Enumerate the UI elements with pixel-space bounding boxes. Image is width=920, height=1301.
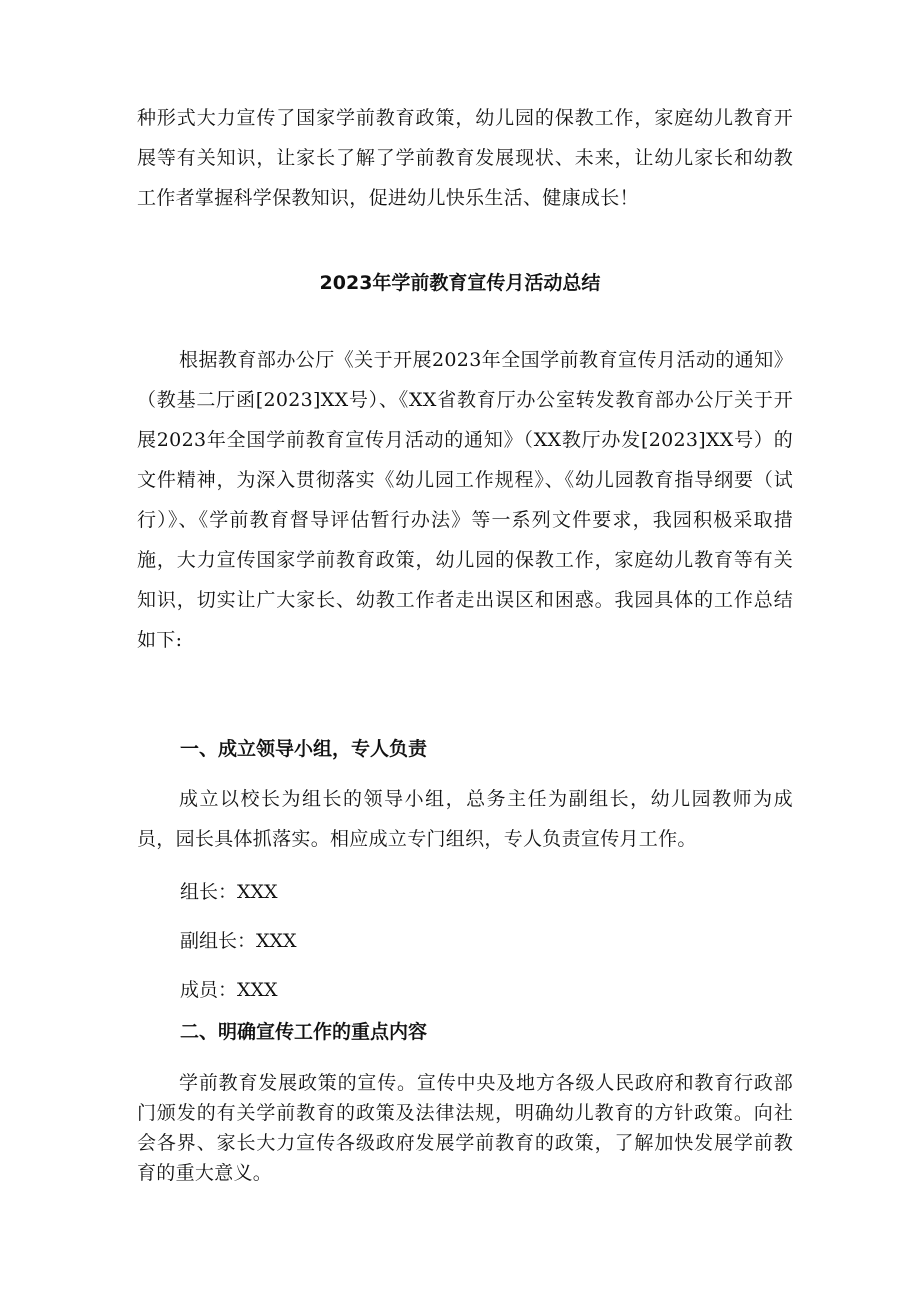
members-line: 成员：XXX (180, 979, 278, 1001)
paragraph-2: 成立以校长为组长的领导小组，总务主任为副组长，幼儿园教师为成员，园长具体抓落实。相应成立专门组织，专人负责宣传月工作。 (137, 788, 793, 850)
paragraph-1: 根据教育部办公厅《关于开展2023年全国学前教育宣传月活动的通知》（教基二厅函[2023]XX号）、《XX省教育厅办公室转发教育部办公厅关于开展2023年全国学前教育宣传月活动的通知》（XX教厅办发[2023]XX号）的文件精神，为深入贯彻落实《幼儿园工作规程》、《幼儿园教育指导纲要（试行）》、《学前教育督导评估暂行办法》等一系列文件要求，我园积极采取措施，大力宣传国家学前教育政策，幼儿园的保教工作，家庭幼儿教育等有关知识，切实让广大家长、幼教工作者走出误区和困惑。我园具体的工作总结如下: (137, 349, 793, 651)
deputy-leader-line: 副组长：XXX (180, 930, 297, 952)
section-heading-1: 一、成立领导小组，专人负责 (180, 738, 428, 760)
document-title: 2023年学前教育宣传月活动总结 (319, 272, 601, 294)
group-leader-line: 组长：XXX (180, 881, 278, 903)
section-heading-2: 二、明确宣传工作的重点内容 (180, 1021, 428, 1043)
intro-paragraph: 种形式大力宣传了国家学前教育政策，幼儿园的保教工作，家庭幼儿教育开展等有关知识，让家长了解了学前教育发展现状、未来，让幼儿家长和幼教工作者掌握科学保教知识，促进幼儿快乐生活、健康成长！ (137, 107, 793, 209)
paragraph-3: 学前教育发展政策的宣传。宣传中央及地方各级人民政府和教育行政部门颁发的有关学前教育的政策及法律法规，明确幼儿教育的方针政策。向社会各界、家长大力宣传各级政府发展学前教育的政策，了解加快发展学前教育的重大意义。 (137, 1072, 793, 1184)
